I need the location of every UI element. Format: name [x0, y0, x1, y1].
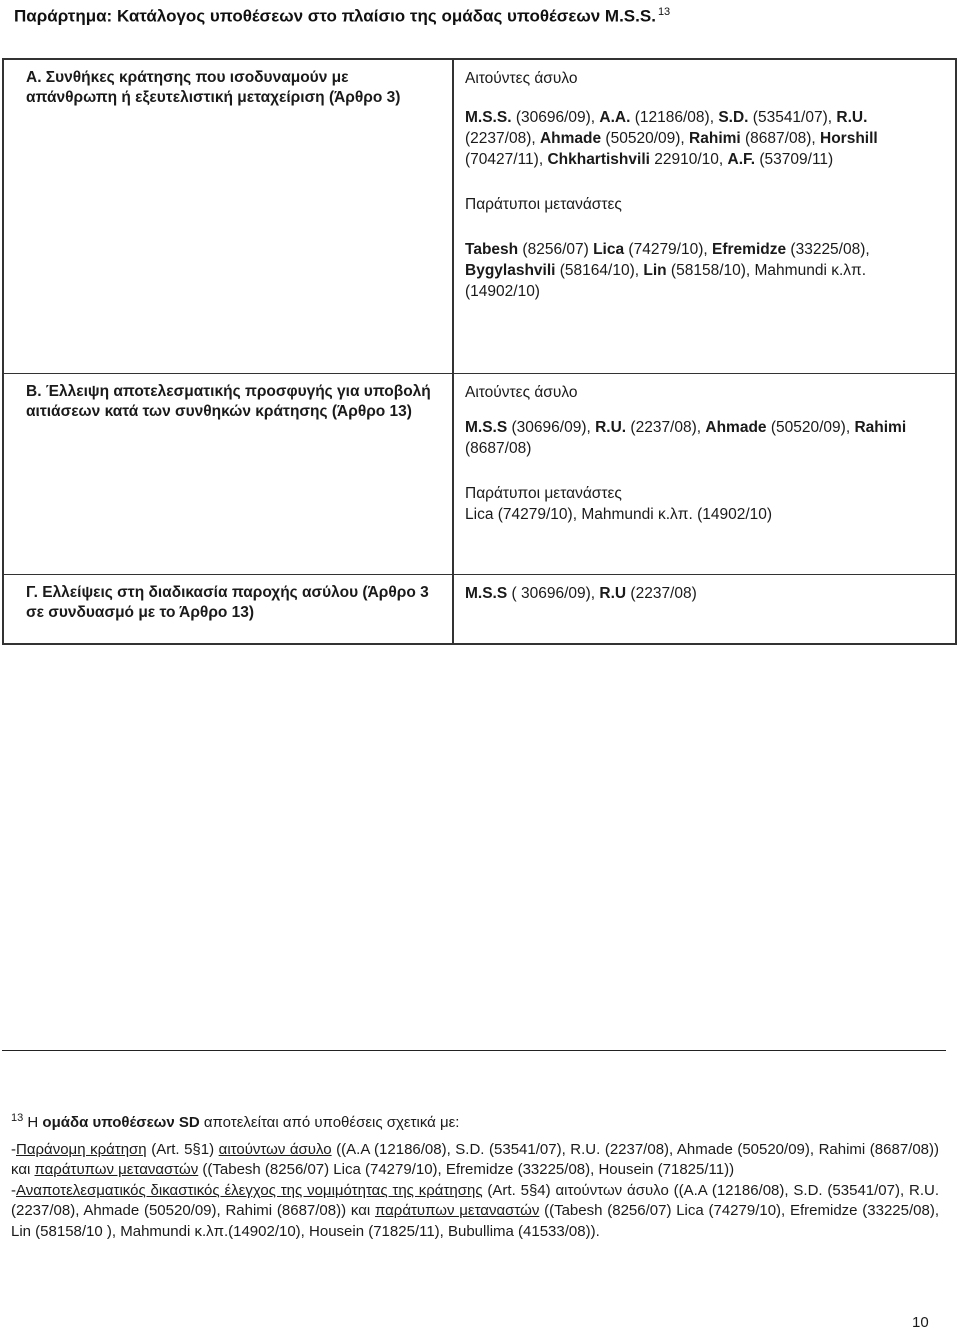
footnote-item: -Παράνομη κράτηση (Art. 5§1) αιτούντων άσυλο ((A.A (12186/08), S.D. (53541/07), R.U. (2237/08), Ahmade (50520/09), Rahimi (8687/08)) και παράτυπων μεταναστών ((Tabesh (8256/07) Lica (74279/10), Efremidze (33225/08), Housein (71825/11)) — [11, 1140, 940, 1178]
group-heading: Αιτούντες άσυλο — [465, 384, 578, 401]
group-heading: Παράτυποι μετανάστες — [465, 485, 622, 502]
footnote-number: 13 — [11, 1112, 24, 1124]
table-row — [4, 374, 955, 575]
row-label: Α. Συνθήκες κράτησης που ισοδυναμούν με απάνθρωπη ή εξευτελιστική μεταχείριση (Άρθρο 3) — [4, 60, 454, 373]
case-list: M.S.S ( 30696/09), R.U (2237/08) — [465, 585, 697, 602]
row-cases — [454, 374, 955, 574]
case-list: Lica (74279/10), Mahmundi κ.λπ. (14902/10) — [465, 506, 773, 523]
group-heading: Παράτυποι μετανάστες — [465, 196, 622, 213]
row-cases — [454, 575, 955, 643]
row-label: Β. Έλλειψη αποτελεσματικής προσφυγής για υποβολή αιτιάσεων κατά των συνθηκών κράτησης (Άρθρο 13) — [4, 374, 454, 574]
footnote-ref: 13 — [657, 6, 671, 18]
table-row — [4, 575, 955, 643]
footnote-item: -Αναποτελεσματικός δικαστικός έλεγχος της νομιμότητας της κράτησης (Art. 5§4) αιτούντων άσυλο ((A.A (12186/08), S.D. (53541/07), R.U. (2237/08), Ahmade (50520/09), Rahimi (8687/08)) και παράτυπων μεταναστών ((Tabesh (8256/07) Lica (74279/10), Efremidze (33225/08), Lin (58158/10 ), Mahmundi κ.λπ.(14902/10), Housein (71825/11), Bubullima (41533/08)). — [11, 1181, 940, 1240]
group-heading: Αιτούντες άσυλο — [465, 70, 578, 87]
row-label: Γ. Ελλείψεις στη διαδικασία παροχής ασύλου (Άρθρο 3 σε συνδυασμό με το Άρθρο 13) — [4, 575, 454, 643]
footnote-separator — [2, 1050, 946, 1051]
case-list: Tabesh (8256/07) Lica (74279/10), Efremidze (33225/08), Bygylashvili (58164/10), Lin (58158/10), Mahmundi κ.λπ. (14902/10) — [465, 241, 870, 300]
page-number: 10 — [912, 1314, 929, 1331]
table-row — [4, 60, 955, 374]
case-list: M.S.S. (30696/09), A.A. (12186/08), S.D. (53541/07), R.U. (2237/08), Ahmade (50520/09), Rahimi (8687/08), Horshill (70427/11), Chkhartishvili 22910/10, A.F. (53709/11) — [465, 109, 878, 168]
case-list: M.S.S (30696/09), R.U. (2237/08), Ahmade (50520/09), Rahimi (8687/08) — [465, 419, 907, 457]
footnote — [11, 1108, 939, 1242]
case-table — [2, 58, 957, 645]
footnote-intro: $^{13}$ Η ομάδα υποθέσεων SD αποτελείται από υποθέσεις σχετικά με: — [11, 1112, 460, 1131]
row-cases — [454, 60, 955, 373]
page-title: Παράρτημα: Κατάλογος υποθέσεων στο πλαίσιο της ομάδας υποθέσεων M.S.S. $^{13}$ — [14, 6, 671, 26]
